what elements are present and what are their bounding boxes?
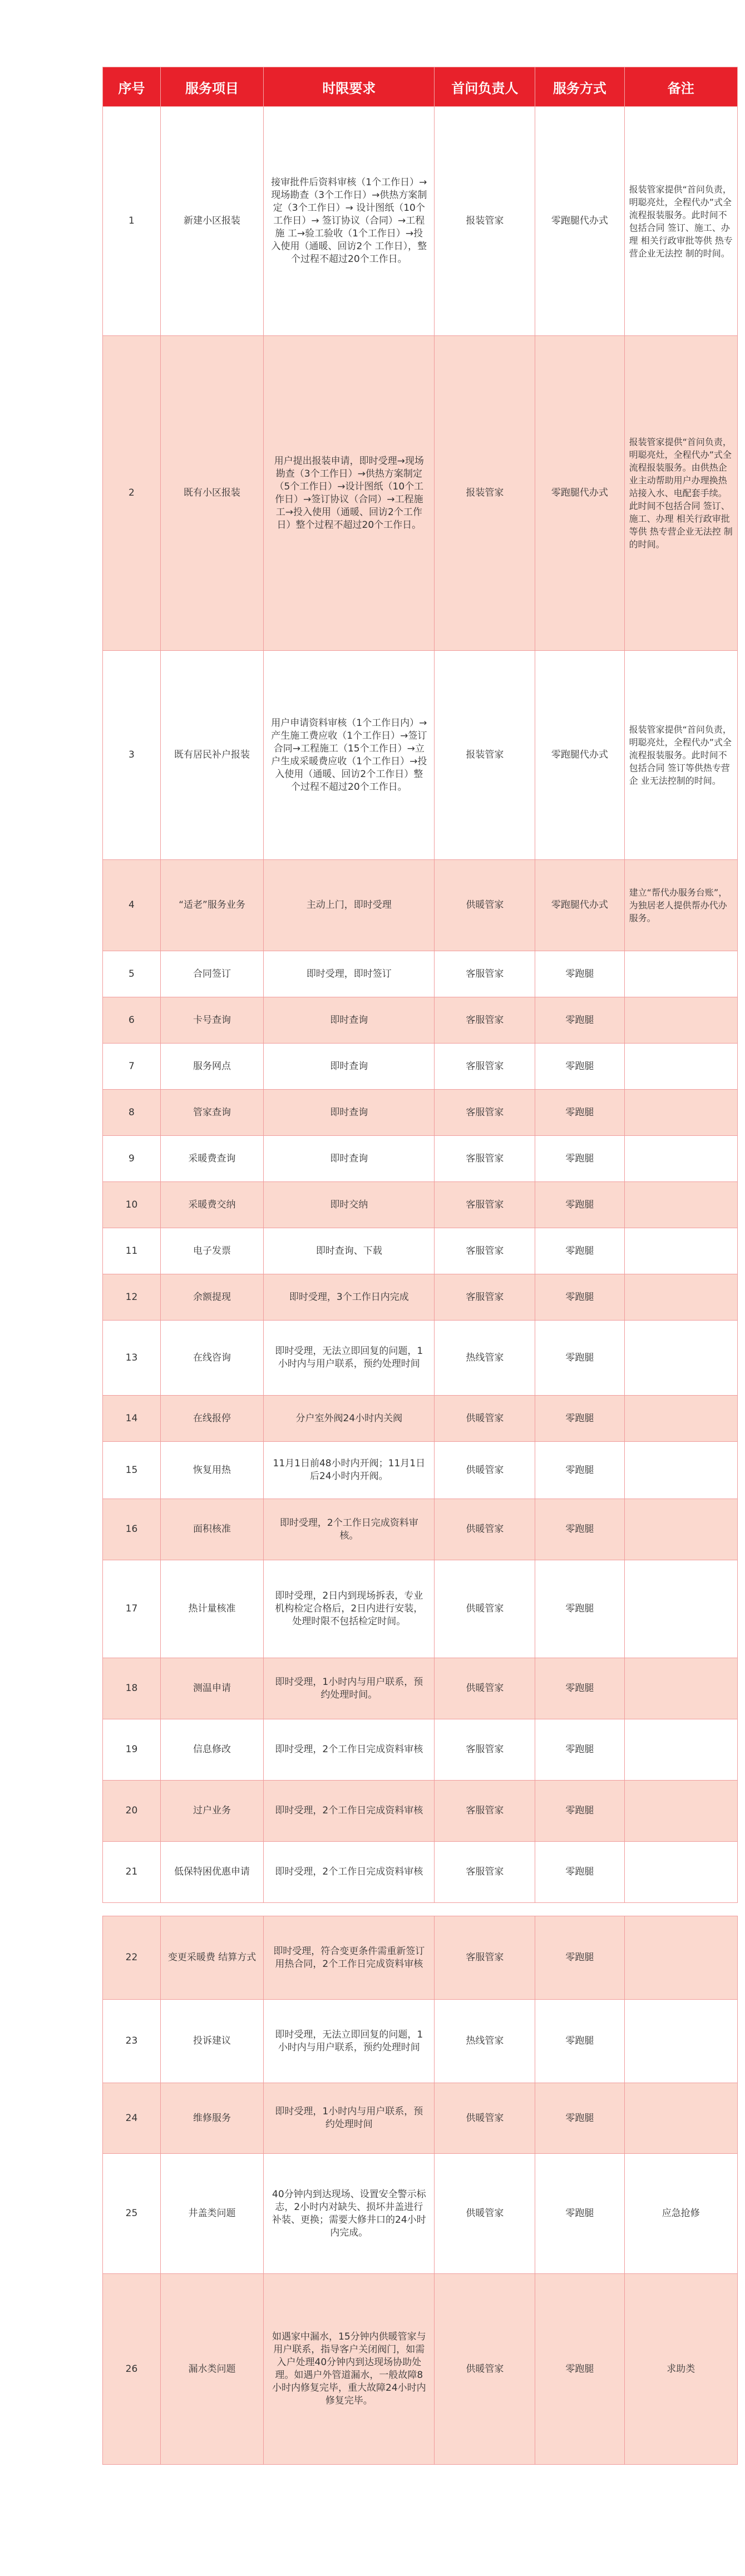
- cell-no: 17: [103, 1560, 161, 1658]
- cell-item: 投诉建议: [160, 2000, 263, 2083]
- cell-item: 井盖类问题: [160, 2154, 263, 2274]
- cell-note: 报装管家提供“首问负责，明聪亮灶，全程代办”式全流程报装服务。此时间不包括合同 签订、施工、办理 相关行政审批等供 热专营企业无法控 制的时间。: [624, 107, 737, 336]
- cell-no: 7: [103, 1044, 161, 1090]
- table-row: [103, 2274, 738, 2465]
- cell-item: 漏水类问题: [160, 2274, 263, 2465]
- cell-note: 应急抢修: [624, 2154, 737, 2274]
- gap-cell: [103, 1903, 738, 1916]
- cell-no: 24: [103, 2083, 161, 2154]
- cell-owner: 客服管家: [435, 1136, 535, 1182]
- cell-requirement: 即时受理，2个工作日完成资料审核: [264, 1842, 435, 1903]
- table-row: [103, 951, 738, 997]
- cell-owner: 客服管家: [435, 997, 535, 1044]
- cell-item: 既有居民补户报装: [160, 651, 263, 860]
- cell-requirement: 如遇家中漏水，15分钟内供暖管家与用户联系，指导客户关闭阀门，如需入户处理40分钟内到达现场协助处理。如遇户外管道漏水，一般故障8小时内修复完毕，重大故障24小时内修复完毕。: [264, 2274, 435, 2465]
- cell-owner: 供暖管家: [435, 1499, 535, 1560]
- cell-note: [624, 1044, 737, 1090]
- cell-note: [624, 1560, 737, 1658]
- table-row: [103, 1136, 738, 1182]
- cell-mode: 零跑腿: [535, 2000, 624, 2083]
- cell-item: 余额提现: [160, 1274, 263, 1321]
- cell-owner: 热线管家: [435, 1321, 535, 1396]
- cell-owner: 客服管家: [435, 1781, 535, 1842]
- cell-note: [624, 1396, 737, 1442]
- cell-mode: 零跑腿: [535, 1916, 624, 2000]
- cell-no: 14: [103, 1396, 161, 1442]
- cell-mode: 零跑腿: [535, 1182, 624, 1228]
- table-row: [103, 1044, 738, 1090]
- cell-item: 维修服务: [160, 2083, 263, 2154]
- cell-item: 合同签订: [160, 951, 263, 997]
- cell-mode: 零跑腿代办式: [535, 336, 624, 651]
- cell-note: [624, 1274, 737, 1321]
- cell-note: [624, 1136, 737, 1182]
- table-row: [103, 651, 738, 860]
- cell-no: 8: [103, 1090, 161, 1136]
- cell-no: 11: [103, 1228, 161, 1274]
- cell-no: 15: [103, 1442, 161, 1499]
- cell-mode: 零跑腿: [535, 1090, 624, 1136]
- table-row: [103, 1274, 738, 1321]
- cell-mode: 零跑腿: [535, 1842, 624, 1903]
- header-item: 服务项目: [160, 67, 263, 107]
- cell-item: 在线咨询: [160, 1321, 263, 1396]
- cell-owner: 供暖管家: [435, 2154, 535, 2274]
- table-row: [103, 1560, 738, 1658]
- cell-item: 电子发票: [160, 1228, 263, 1274]
- table-row: [103, 1916, 738, 2000]
- cell-mode: 零跑腿: [535, 2274, 624, 2465]
- cell-owner: 客服管家: [435, 1182, 535, 1228]
- cell-mode: 零跑腿: [535, 1442, 624, 1499]
- table-row: [103, 1321, 738, 1396]
- cell-no: 22: [103, 1916, 161, 2000]
- cell-item: 卡号查询: [160, 997, 263, 1044]
- cell-item: 恢复用热: [160, 1442, 263, 1499]
- cell-requirement: 即时受理，无法立即回复的问题，1小时内与用户联系，预约处理时间: [264, 2000, 435, 2083]
- cell-mode: 零跑腿: [535, 2083, 624, 2154]
- table-row: [103, 1396, 738, 1442]
- cell-requirement: 用户申请资料审核（1个工作日内）→产生施工费应收（1个工作日）→签订合同→工程施工（15个工作日）→立户生成采暖费应收（1个工作日）→投入使用（通暖、回访2个工作日）整个过程不超过20个工作日。: [264, 651, 435, 860]
- cell-item: 采暖费查询: [160, 1136, 263, 1182]
- cell-note: [624, 1916, 737, 2000]
- cell-no: 10: [103, 1182, 161, 1228]
- cell-owner: 供暖管家: [435, 2083, 535, 2154]
- cell-requirement: 即时受理，即时签订: [264, 951, 435, 997]
- table-row: [103, 2000, 738, 2083]
- cell-requirement: 40分钟内到达现场、设置安全警示标志，2小时内对缺失、损坏井盖进行补装、更换；需要大修井口的24小时内完成。: [264, 2154, 435, 2274]
- cell-item: 面积核准: [160, 1499, 263, 1560]
- cell-item: 信息修改: [160, 1719, 263, 1781]
- cell-no: 2: [103, 336, 161, 651]
- table-header-row: [103, 67, 738, 107]
- table-row: [103, 107, 738, 336]
- table-row: [103, 1182, 738, 1228]
- cell-owner: 供暖管家: [435, 1658, 535, 1719]
- cell-mode: 零跑腿: [535, 1044, 624, 1090]
- table-row: [103, 1090, 738, 1136]
- cell-requirement: 即时查询、下载: [264, 1228, 435, 1274]
- cell-note: [624, 2083, 737, 2154]
- cell-mode: 零跑腿代办式: [535, 651, 624, 860]
- cell-requirement: 即时受理，3个工作日内完成: [264, 1274, 435, 1321]
- cell-note: 求助类: [624, 2274, 737, 2465]
- cell-note: [624, 1658, 737, 1719]
- cell-requirement: 即时受理，2个工作日完成资料审核。: [264, 1499, 435, 1560]
- cell-no: 9: [103, 1136, 161, 1182]
- cell-mode: 零跑腿: [535, 1321, 624, 1396]
- cell-owner: 热线管家: [435, 2000, 535, 2083]
- cell-mode: 零跑腿: [535, 1274, 624, 1321]
- cell-no: 21: [103, 1842, 161, 1903]
- cell-item: 测温申请: [160, 1658, 263, 1719]
- cell-no: 25: [103, 2154, 161, 2274]
- cell-note: 报装管家提供“首问负责，明聪亮灶，全程代办”式全流程报装服务。由供热企业主动帮助用户办理换热站接入水、电配套手续。此时间不包括合同 签订、施工、办理 相关行政审批等供 热专营企业无法控 制的时间。: [624, 336, 737, 651]
- section-gap: [103, 1903, 738, 1916]
- cell-requirement: 11月1日前48小时内开阀；11月1日后24小时内开阀。: [264, 1442, 435, 1499]
- cell-item: 过户业务: [160, 1781, 263, 1842]
- cell-no: 5: [103, 951, 161, 997]
- table-row: [103, 1658, 738, 1719]
- header-requirement: 时限要求: [264, 67, 435, 107]
- cell-mode: 零跑腿: [535, 1719, 624, 1781]
- table-row: [103, 1499, 738, 1560]
- cell-note: [624, 997, 737, 1044]
- cell-note: [624, 1499, 737, 1560]
- cell-item: “适老”服务业务: [160, 860, 263, 951]
- cell-no: 18: [103, 1658, 161, 1719]
- cell-item: 在线报停: [160, 1396, 263, 1442]
- service-table: [102, 67, 738, 2465]
- table-row: [103, 1228, 738, 1274]
- cell-item: 变更采暖费 结算方式: [160, 1916, 263, 2000]
- cell-note: [624, 1719, 737, 1781]
- cell-requirement: 即时受理，符合变更条件需重新签订用热合同，2个工作日完成资料审核: [264, 1916, 435, 2000]
- cell-note: 报装管家提供“首问负责，明聪亮灶，全程代办”式全流程报装服务。此时间不包括合同 签订等供热专营企 业无法控制的时间。: [624, 651, 737, 860]
- cell-mode: 零跑腿: [535, 1781, 624, 1842]
- cell-no: 23: [103, 2000, 161, 2083]
- cell-mode: 零跑腿: [535, 1658, 624, 1719]
- cell-requirement: 即时查询: [264, 1136, 435, 1182]
- cell-owner: 供暖管家: [435, 1560, 535, 1658]
- cell-mode: 零跑腿: [535, 1136, 624, 1182]
- cell-owner: 客服管家: [435, 951, 535, 997]
- cell-item: 既有小区报装: [160, 336, 263, 651]
- header-owner: 首问负责人: [435, 67, 535, 107]
- table-row: [103, 997, 738, 1044]
- cell-requirement: 主动上门，即时受理: [264, 860, 435, 951]
- cell-note: [624, 1842, 737, 1903]
- cell-mode: 零跑腿: [535, 1560, 624, 1658]
- cell-requirement: 即时受理，2个工作日完成资料审核: [264, 1719, 435, 1781]
- cell-requirement: 即时受理，无法立即回复的问题，1小时内与用户联系，预约处理时间: [264, 1321, 435, 1396]
- cell-requirement: 即时查询: [264, 1090, 435, 1136]
- cell-note: [624, 2000, 737, 2083]
- cell-owner: 供暖管家: [435, 1442, 535, 1499]
- cell-mode: 零跑腿代办式: [535, 107, 624, 336]
- cell-owner: 供暖管家: [435, 860, 535, 951]
- cell-requirement: 即时查询: [264, 1044, 435, 1090]
- cell-requirement: 即时交纳: [264, 1182, 435, 1228]
- cell-no: 26: [103, 2274, 161, 2465]
- table-row: [103, 2154, 738, 2274]
- cell-owner: 客服管家: [435, 1228, 535, 1274]
- table-row: [103, 2083, 738, 2154]
- cell-owner: 供暖管家: [435, 1396, 535, 1442]
- cell-note: [624, 1090, 737, 1136]
- cell-mode: 零跑腿: [535, 2154, 624, 2274]
- cell-note: [624, 1182, 737, 1228]
- cell-requirement: 即时查询: [264, 997, 435, 1044]
- cell-note: [624, 1442, 737, 1499]
- table-row: [103, 860, 738, 951]
- cell-requirement: 即时受理，1小时内与用户联系，预约处理时间。: [264, 1658, 435, 1719]
- cell-owner: 报装管家: [435, 336, 535, 651]
- cell-requirement: 即时受理，1小时内与用户联系，预约处理时间: [264, 2083, 435, 2154]
- table-row: [103, 336, 738, 651]
- cell-owner: 供暖管家: [435, 2274, 535, 2465]
- table-row: [103, 1442, 738, 1499]
- cell-owner: 客服管家: [435, 1842, 535, 1903]
- table-row: [103, 1781, 738, 1842]
- cell-requirement: 即时受理，2个工作日完成资料审核: [264, 1781, 435, 1842]
- cell-requirement: 接审批件后资料审核（1个工作日）→ 现场勘查（3个工作日）→供热方案制定（3个工作日）→ 设计图纸（10个工作日）→ 签订协议（合同）→工程施 工→验工验收（1个工作日）→投入使用（通暖、回访2个 工作日），整个过程不超过20个工作日。: [264, 107, 435, 336]
- cell-no: 3: [103, 651, 161, 860]
- cell-mode: 零跑腿: [535, 1396, 624, 1442]
- cell-note: [624, 951, 737, 997]
- cell-item: 采暖费交纳: [160, 1182, 263, 1228]
- cell-item: 服务网点: [160, 1044, 263, 1090]
- cell-no: 1: [103, 107, 161, 336]
- cell-requirement: 分户室外阀24小时内关阀: [264, 1396, 435, 1442]
- cell-mode: 零跑腿: [535, 951, 624, 997]
- cell-no: 13: [103, 1321, 161, 1396]
- cell-mode: 零跑腿: [535, 997, 624, 1044]
- cell-note: [624, 1781, 737, 1842]
- header-note: 备注: [624, 67, 737, 107]
- cell-owner: 客服管家: [435, 1719, 535, 1781]
- table-row: [103, 1842, 738, 1903]
- service-table-container: [102, 67, 738, 2465]
- cell-no: 4: [103, 860, 161, 951]
- cell-mode: 零跑腿: [535, 1228, 624, 1274]
- cell-no: 16: [103, 1499, 161, 1560]
- cell-item: 低保特困优惠申请: [160, 1842, 263, 1903]
- cell-owner: 客服管家: [435, 1274, 535, 1321]
- header-no: 序号: [103, 67, 161, 107]
- cell-no: 20: [103, 1781, 161, 1842]
- cell-item: 新建小区报装: [160, 107, 263, 336]
- cell-mode: 零跑腿: [535, 1499, 624, 1560]
- cell-owner: 报装管家: [435, 651, 535, 860]
- cell-requirement: 用户提出报装申请，即时受理→现场勘查（3个工作日）→供热方案制定（5个工作日）→设计图纸（10个工作日）→签订协议（合同）→工程施工→投入使用（通暖、回访2个工作日）整个过程不超过20个工作日。: [264, 336, 435, 651]
- table-row: [103, 1719, 738, 1781]
- cell-no: 12: [103, 1274, 161, 1321]
- cell-item: 热计量核准: [160, 1560, 263, 1658]
- cell-note: [624, 1228, 737, 1274]
- cell-note: 建立“帮代办服务台账”，为独居老人提供帮办代办服务。: [624, 860, 737, 951]
- cell-mode: 零跑腿代办式: [535, 860, 624, 951]
- cell-owner: 报装管家: [435, 107, 535, 336]
- header-mode: 服务方式: [535, 67, 624, 107]
- cell-requirement: 即时受理，2日内到现场拆表，专业机构检定合格后，2日内进行安装，处理时限不包括检定时间。: [264, 1560, 435, 1658]
- cell-note: [624, 1321, 737, 1396]
- cell-owner: 客服管家: [435, 1916, 535, 2000]
- cell-item: 管家查询: [160, 1090, 263, 1136]
- cell-no: 6: [103, 997, 161, 1044]
- cell-no: 19: [103, 1719, 161, 1781]
- cell-owner: 客服管家: [435, 1090, 535, 1136]
- cell-owner: 客服管家: [435, 1044, 535, 1090]
